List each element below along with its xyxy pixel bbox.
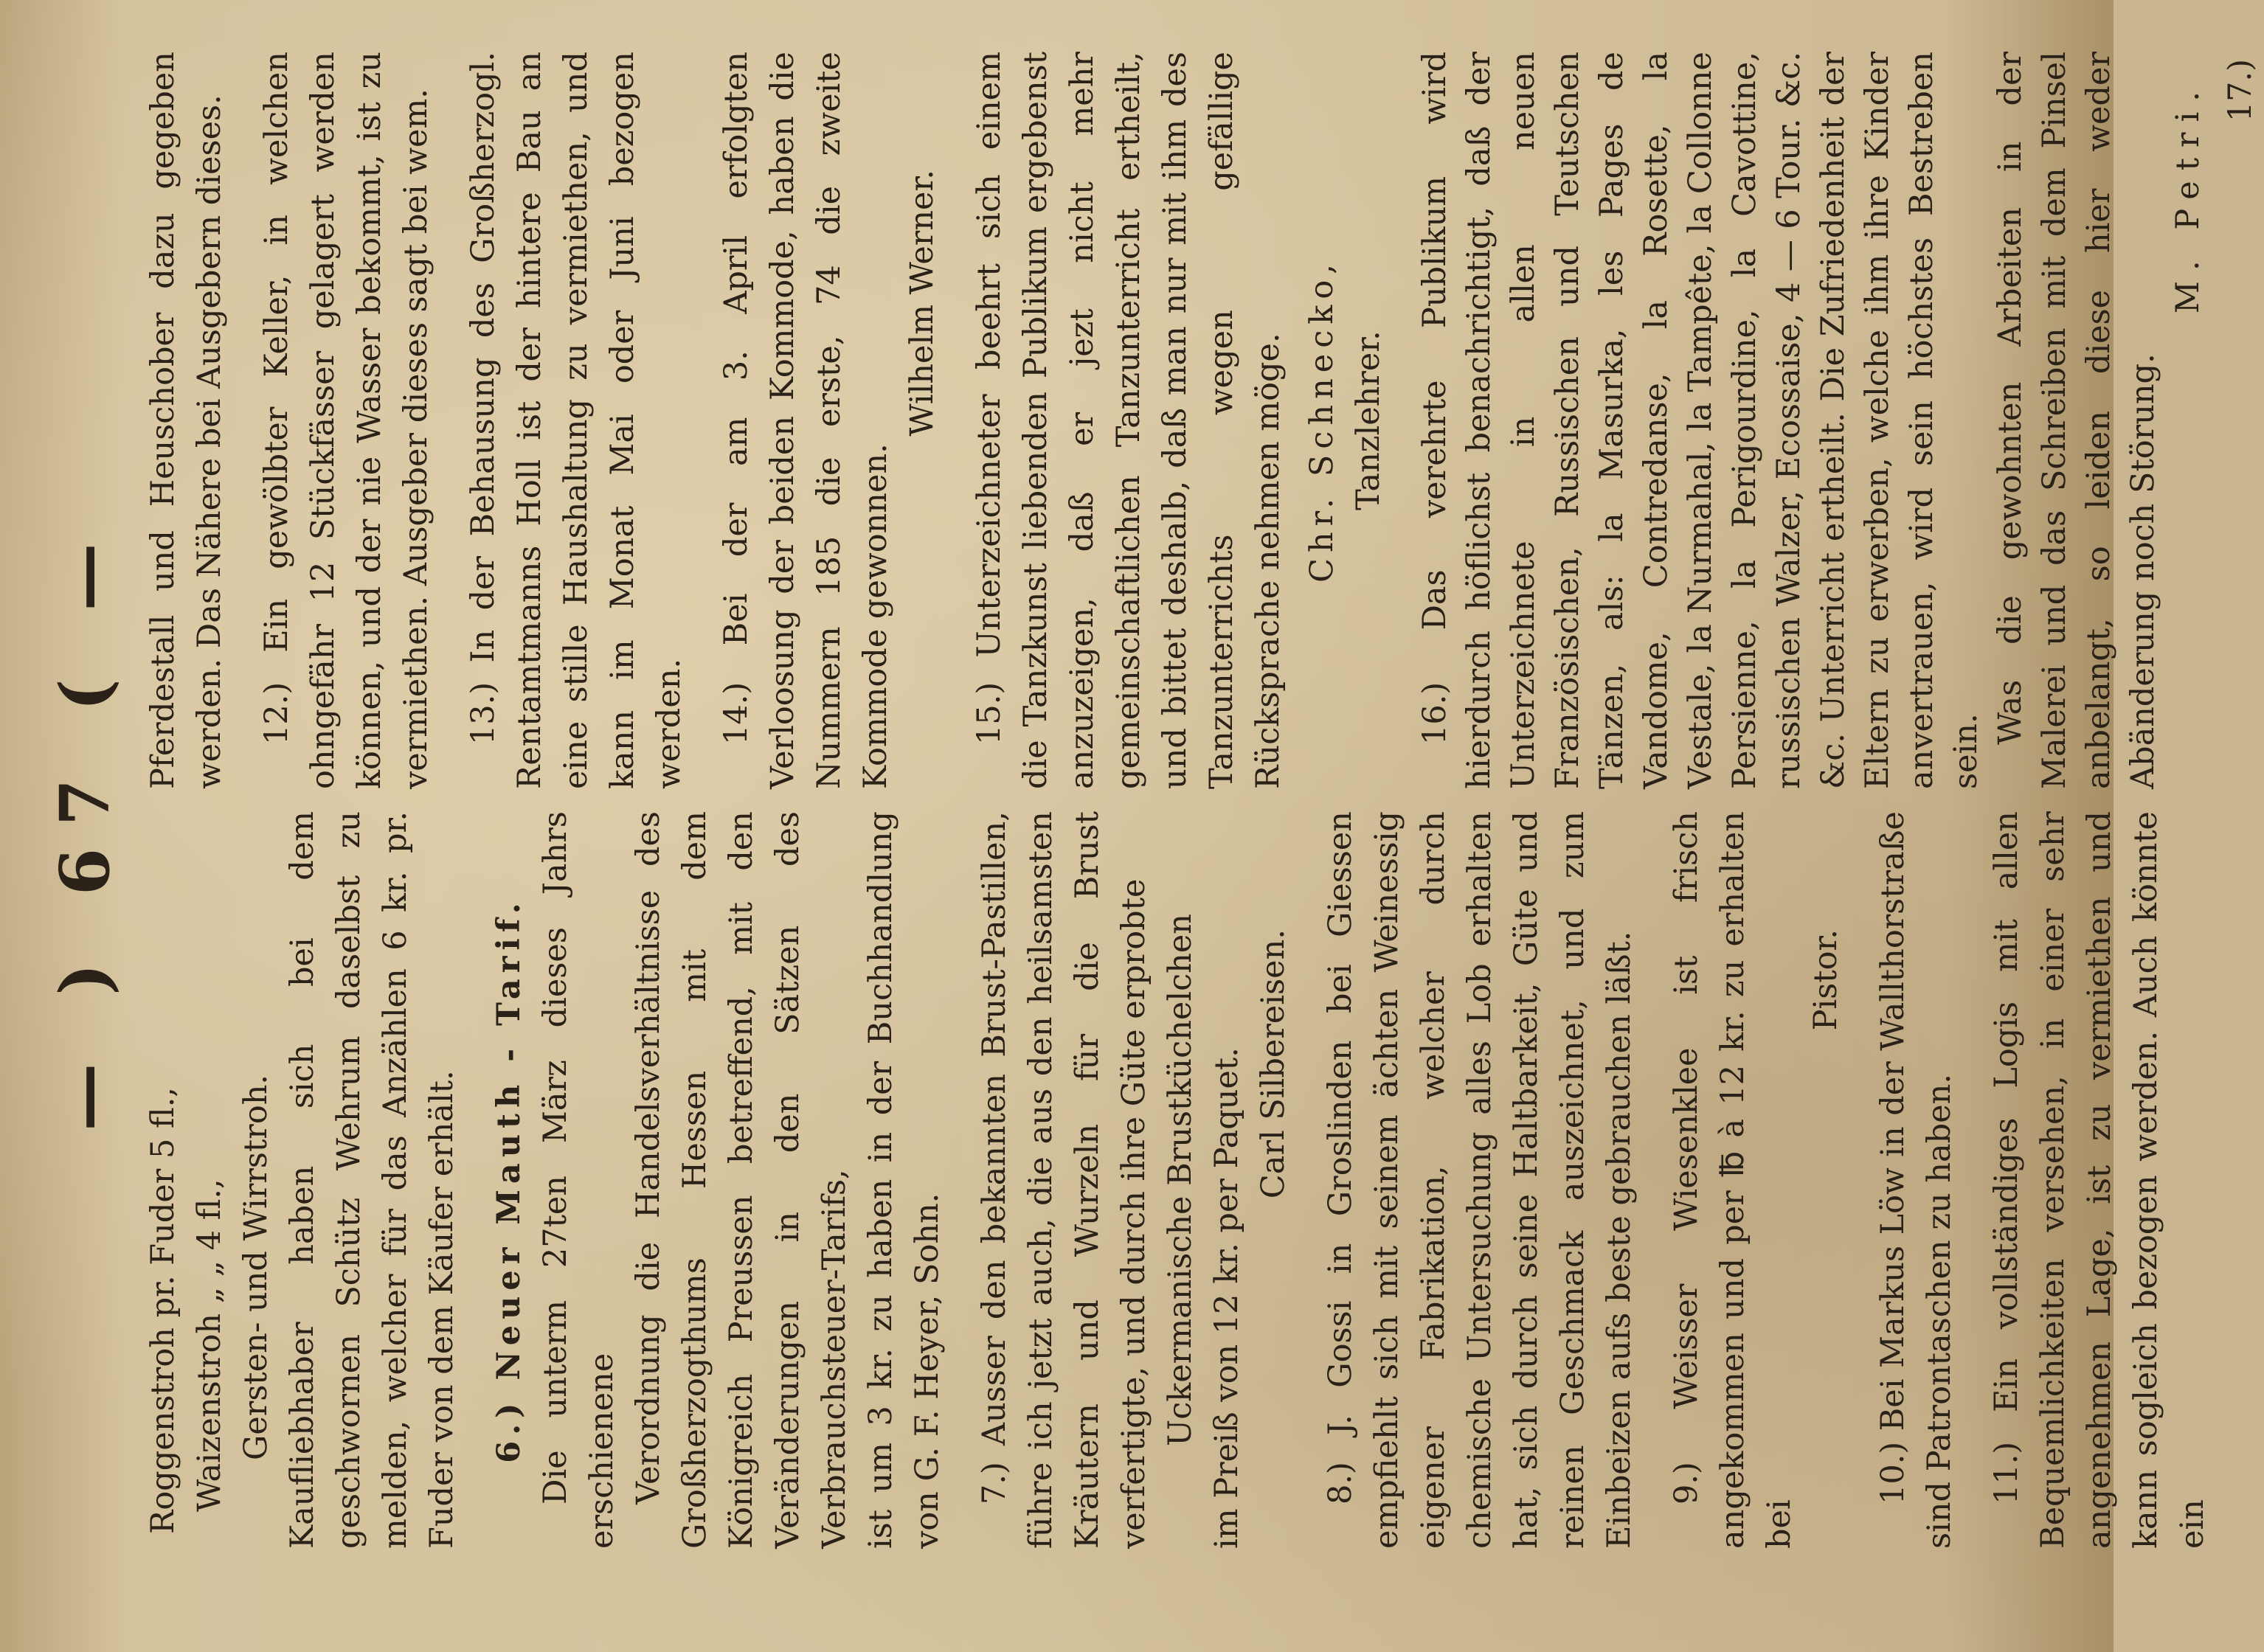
notice-6-p2: Verordnung die Handelsverhältnisse des Großherzogthums Hessen mit dem Königreich Preussen betreffend, mit den Veränderungen in den Sätzen des Verbrauchsteuer-Tarifs, — [630, 811, 853, 1549]
notice-11-continued-text: Pferdestall und Heuschober dazu gegeben werden. Das Nähere bei Ausgebern dieses. — [145, 52, 228, 789]
notice-6-p3: ist um 3 kr. zu haben in der Buchhandlung von G. F. Heyer, Sohn. — [862, 811, 946, 1549]
left-column — [140, 811, 2222, 1549]
notice-16-p2: Was die gewohnten Arbeiten in der Malerei und das Schreiben mit dem Pinsel anbelangt, so leiden diese hier weder Abänderung noch Störung. — [1992, 52, 2161, 789]
notice-16 — [1413, 52, 2212, 789]
straw-notice — [140, 811, 465, 1549]
notice-10 — [1870, 811, 1963, 1549]
right-column — [140, 52, 2264, 789]
notice-7-price: im Preiß von 12 kr. per Paquet. — [1208, 1047, 1245, 1549]
notice-7 — [972, 811, 1297, 1549]
notice-7-signature: Carl Silbereisen. — [1255, 929, 1292, 1199]
straw-line-wheat: Waizenstroh „ „ 4 fl., — [191, 1179, 228, 1512]
notice-15-signature-name: Chr. Schnecko, — [1304, 258, 1340, 583]
notice-13-text: 13.) In der Behausung des Großherzogl. Rentamtmanns Holl ist der hintere Bau an eine stille Haushaltung zu vermiethen, und kann im Monat Mai oder Juni bezogen werden. — [465, 52, 688, 789]
notice-15 — [966, 52, 1392, 789]
notice-16-p1: 16.) Das verehrte Publikum wird hierdurch höflichst benachrichtigt, daß der Unterzeichnete in allen neuen Französischen, Russischen und Teutschen Tänzen, als: la Masurka, les Pages de Vandome, Contredanse, la Rosette, la Vestale, la Nurmahal, la Tampête, la Collonne Persienne, la Perigourdine, la Cavottine, russischen Walzer, Ecossaise, 4 — 6 Tour. &c. &c. Unterricht ertheilt. Die Zufriedenheit der Eltern zu erwerben, welche ihm ihre Kinder anvertrauen, wird sein höchstes Bestreben sein. — [1416, 52, 1984, 789]
straw-paragraph: Kaufliebhaber haben sich bei dem geschwornen Schütz Wehrum daselbst zu melden, welcher für das Anzählen 6 kr. pr. Fuder von dem Käufer erhält. — [284, 811, 460, 1549]
notice-12-text: 12.) Ein gewölbter Keller, in welchen ohngefähr 12 Stückfässer gelagert werden können, und der nie Wasser bekommt, ist zu vermiethen. Ausgeber dieses sagt bei wem. — [258, 52, 435, 789]
notice-11 — [1984, 811, 2216, 1549]
notice-8-text: 8.) J. Gossi in Groslinden bei Giessen empfiehlt sich mit seinem ächten Weinessig eigener Fabrikation, welcher durch chemische Untersuchung alles Lob erhalten hat, sich durch seine Haltbarkeit, Güte und reinen Geschmack auszeichnet, und zum Einbeizen aufs beste gebrauchen läßt. — [1322, 811, 1638, 1549]
notice-6 — [486, 811, 951, 1549]
notice-14 — [713, 52, 946, 789]
notice-14-signature: Wilhelm Werner. — [904, 170, 941, 437]
notice-9 — [1664, 811, 1849, 1549]
notice-15-text: 15.) Unterzeichneter beehrt sich einem die Tanzkunst liebenden Publikum ergebenst anzuzeigen, daß er jezt nicht mehr gemeinschaftlichen Tanzunterricht ertheilt, und bittet deshalb, daß man nur mit ihm des Tanzunterrichts wegen gefällige Rücksprache nehmen möge. — [971, 52, 1287, 789]
straw-line-rye: Roggenstroh pr. Fuder 5 fl., — [145, 1086, 181, 1534]
notice-14-text: 14.) Bei der am 3. April erfolgten Verloosung der beiden Kommode, haben die Nummern 185 die erste, 74 die zweite Kommode gewonnen. — [718, 52, 894, 789]
notice-11-continued — [140, 52, 233, 789]
notice-12 — [254, 52, 440, 789]
next-item-marker: 17.) — [2222, 59, 2259, 122]
notice-7-text: 7.) Ausser den bekannten Brust-Pastillen, führe ich jetzt auch, die aus den heilsamsten Kräutern und Wurzeln für die Brust verfertigte, und durch ihre Güte erprobte — [976, 811, 1152, 1549]
notice-11-text: 11.) Ein vollständiges Logis mit allen Bequemlichkeiten versehen, in einer sehr angenehmen Lage, ist zu vermiethen und kann sogleich bezogen werden. Auch könnte ein — [1988, 811, 2211, 1549]
notice-9-signature: Pistor. — [1807, 929, 1844, 1031]
straw-line-barley: Gersten- und Wirrstroh. — [238, 1074, 274, 1460]
notice-6-heading: 6.) Neuer Mauth - Tarif. — [491, 897, 527, 1463]
notice-7-product: Uckermanische Brustküchelchen — [1162, 913, 1199, 1447]
notice-15-signature-title: Tanzlehrer. — [1350, 330, 1387, 510]
notice-8 — [1318, 811, 1643, 1549]
page-number: — ) 67 ( — — [45, 521, 125, 1131]
notice-16-signature: M. Petri. — [2170, 81, 2206, 314]
notice-6-p1: Die unterm 27ten März dieses Jahrs erschienene — [537, 811, 620, 1549]
page-header — [30, 0, 140, 1652]
notice-9-text: 9.) Weisser Wiesenklee ist frisch angekommen und per ℔ à 12 kr. zu erhalten bei — [1668, 811, 1798, 1549]
notice-13 — [460, 52, 693, 789]
notice-10-text: 10.) Bei Markus Löw in der Wallthorstraße sind Patrontaschen zu haben. — [1874, 811, 1958, 1549]
